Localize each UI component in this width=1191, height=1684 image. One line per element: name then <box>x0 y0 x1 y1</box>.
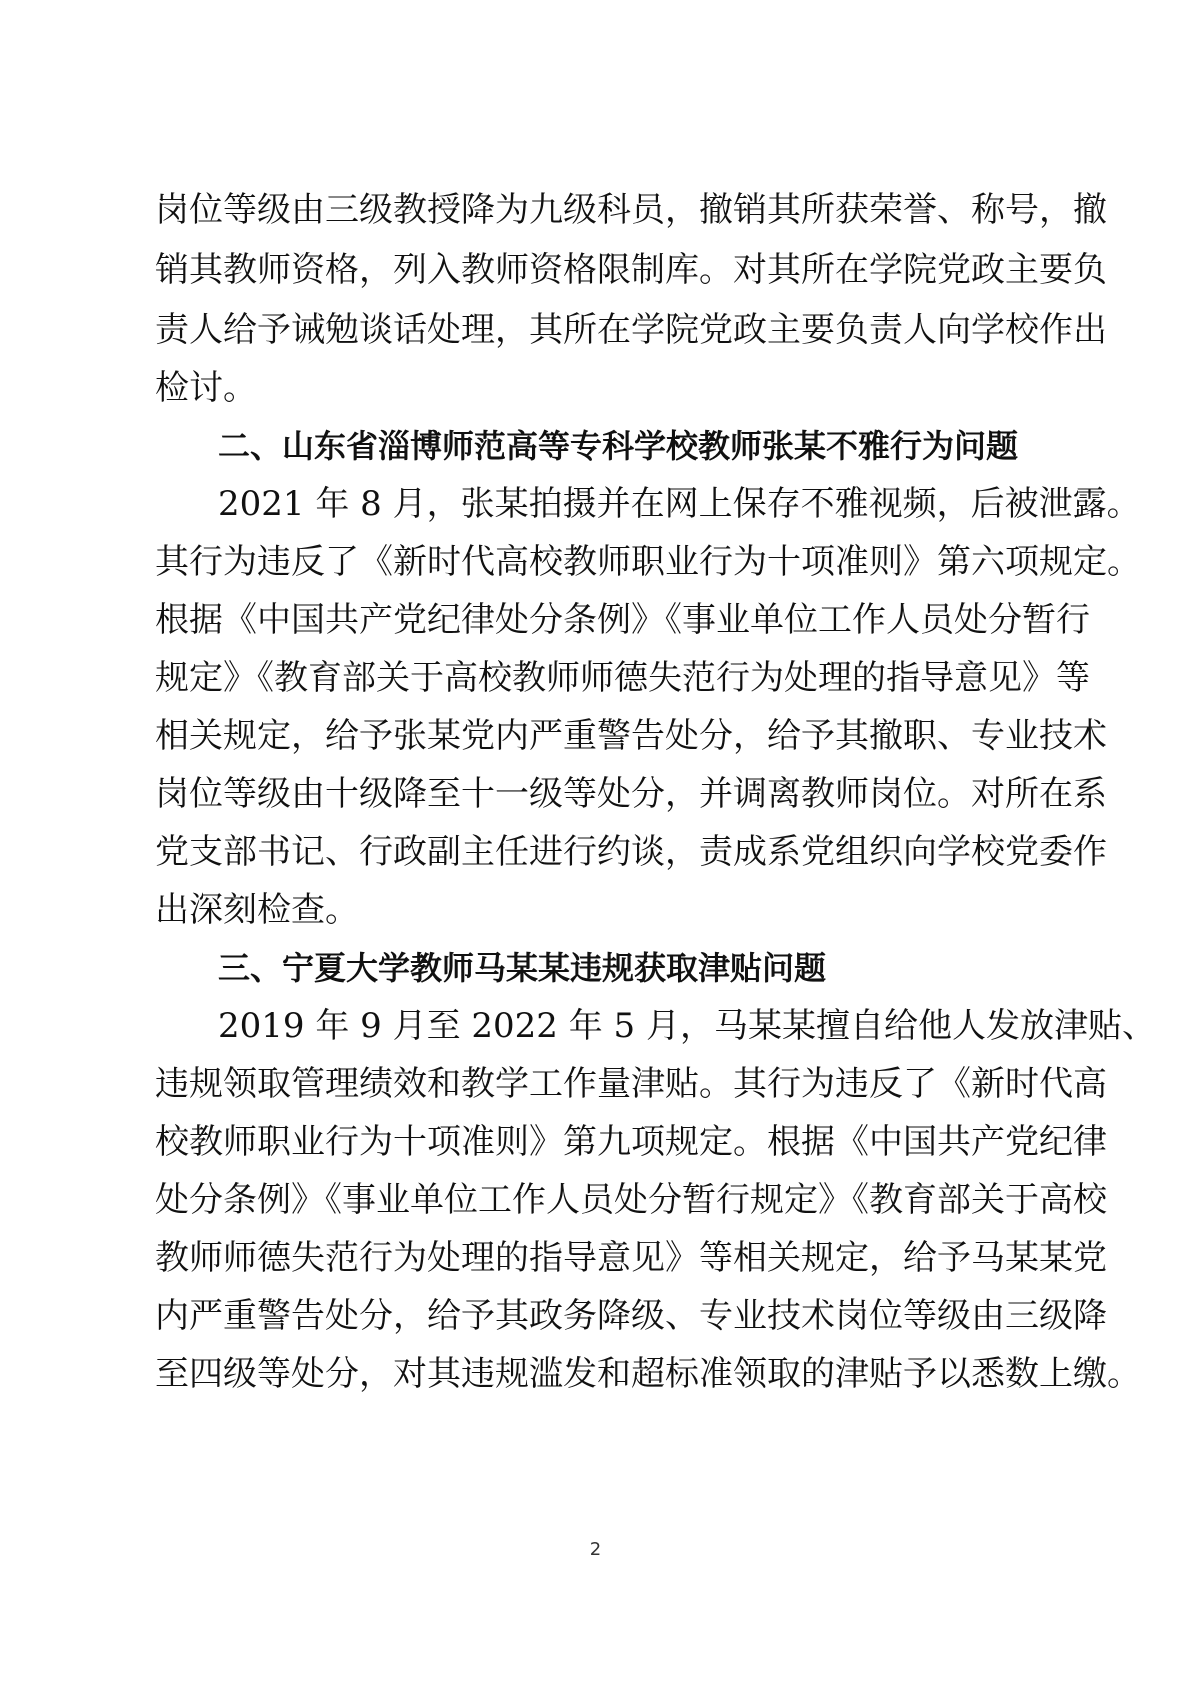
section-heading-2: 二、山东省淄博师范高等专科学校教师张某不雅行为问题 <box>218 427 1019 465</box>
paragraph-line: 检讨。 <box>155 368 257 408</box>
paragraph-line: 内严重警告处分，给予其政务降级、专业技术岗位等级由三级降 <box>155 1296 1107 1336</box>
paragraph-line: 其行为违反了《新时代高校教师职业行为十项准则》第六项规定。 <box>155 542 1141 582</box>
paragraph-line: 根据《中国共产党纪律处分条例》《事业单位工作人员处分暂行 <box>155 600 1090 640</box>
paragraph-line: 责人给予诫勉谈话处理，其所在学院党政主要负责人向学校作出 <box>155 310 1107 350</box>
paragraph-line: 2021 年 8 月，张某拍摄并在网上保存不雅视频，后被泄露。 <box>218 484 1141 524</box>
paragraph-line: 2019 年 9 月至 2022 年 5 月，马某某擅自给他人发放津贴、 <box>218 1006 1156 1046</box>
paragraph-line: 至四级等处分，对其违规滥发和超标准领取的津贴予以悉数上缴。 <box>155 1354 1141 1394</box>
page-number: 2 <box>589 1539 602 1560</box>
paragraph-line: 岗位等级由三级教授降为九级科员，撤销其所获荣誉、称号，撤 <box>155 190 1107 230</box>
paragraph-line: 岗位等级由十级降至十一级等处分，并调离教师岗位。对所在系 <box>155 774 1107 814</box>
paragraph-line: 相关规定，给予张某党内严重警告处分，给予其撤职、专业技术 <box>155 716 1107 756</box>
paragraph-line: 处分条例》《事业单位工作人员处分暂行规定》《教育部关于高校 <box>155 1180 1107 1220</box>
paragraph-line: 党支部书记、行政副主任进行约谈，责成系党组织向学校党委作 <box>155 832 1107 872</box>
paragraph-line: 违规领取管理绩效和教学工作量津贴。其行为违反了《新时代高 <box>155 1064 1107 1104</box>
paragraph-line: 教师师德失范行为处理的指导意见》等相关规定，给予马某某党 <box>155 1238 1107 1278</box>
paragraph-line: 出深刻检查。 <box>155 890 359 930</box>
paragraph-line: 规定》《教育部关于高校教师师德失范行为处理的指导意见》等 <box>155 658 1090 698</box>
paragraph-line: 校教师职业行为十项准则》第九项规定。根据《中国共产党纪律 <box>155 1122 1107 1162</box>
paragraph-line: 销其教师资格，列入教师资格限制库。对其所在学院党政主要负 <box>155 250 1107 290</box>
section-heading-3: 三、宁夏大学教师马某某违规获取津贴问题 <box>218 949 827 987</box>
